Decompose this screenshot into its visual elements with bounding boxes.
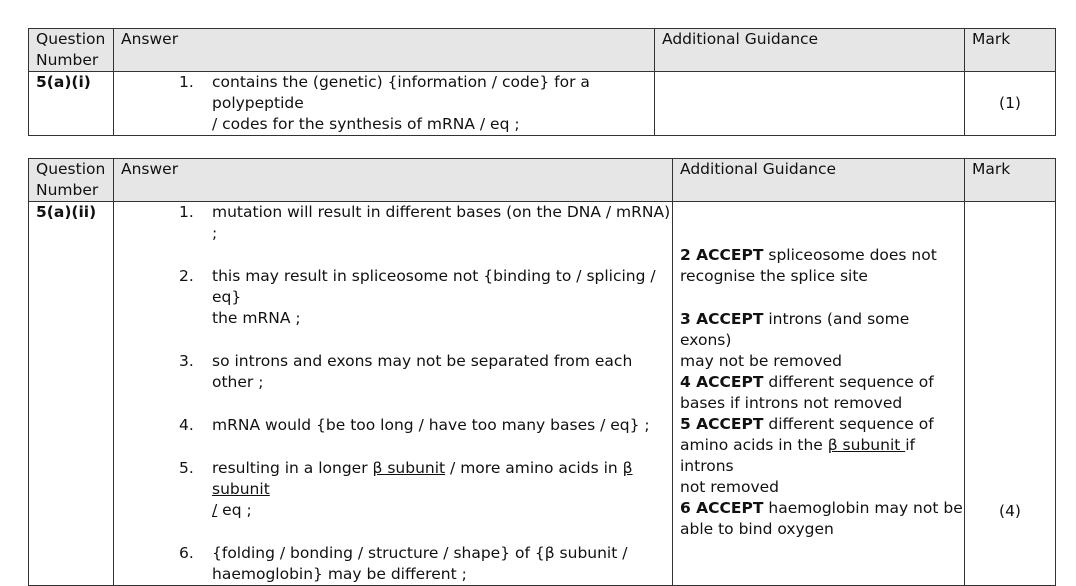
answer-text: eq ; [217, 501, 252, 519]
header-question-number [29, 29, 114, 72]
mark-scheme-table-5ai [28, 28, 1056, 136]
mark-scheme-table-5aii [28, 158, 1056, 586]
guidance-item [680, 498, 964, 540]
guidance-text: may not be removed [680, 352, 843, 370]
answer-underlined-term: / [212, 501, 218, 519]
answer-text: so introns and exons may not be separated from each other ; [212, 352, 633, 391]
guidance-text: haemoglobin may not be [763, 499, 963, 517]
answer-text: resulting in a longer [212, 459, 373, 477]
guidance-accept-key: 5 ACCEPT [680, 415, 764, 433]
mark-cell [965, 72, 1056, 136]
table-row [29, 72, 1056, 136]
header-additional-guidance: Additional Guidance [673, 159, 965, 202]
mark-container [965, 202, 1055, 585]
mark-value: (4) [999, 502, 1021, 520]
guidance-item [680, 309, 964, 372]
answer-text: this may result in spliceosome not {binding to / splicing / eq} [212, 267, 656, 306]
guidance-cell [673, 202, 965, 586]
answer-number: 1. [179, 73, 194, 91]
answer-text: / codes for the synthesis of mRNA / eq ; [212, 115, 520, 133]
answer-list [121, 72, 654, 135]
answer-item [121, 543, 672, 585]
answer-number: 4. [179, 416, 194, 434]
guidance-text: different sequence of [763, 415, 934, 433]
answer-text: / more amino acids in [445, 459, 623, 477]
answer-text: mutation will result in different bases (on the DNA / mRNA) ; [212, 203, 671, 242]
answer-text: {folding / bonding / structure / shape} of {β subunit / [212, 544, 628, 562]
answer-text: the mRNA ; [212, 309, 301, 327]
header-mark: Mark [965, 159, 1056, 202]
answer-item [121, 202, 672, 244]
answer-number: 6. [179, 544, 194, 562]
question-number: 5(a)(i) [29, 72, 114, 136]
answer-underlined-term: β subunit [372, 459, 446, 477]
answer-number: 2. [179, 267, 194, 285]
guidance-text: recognise the splice site [680, 267, 868, 285]
guidance-item [680, 245, 964, 287]
guidance-cell [655, 72, 965, 136]
answer-item [121, 351, 672, 393]
answer-text: haemoglobin} may be different ; [212, 565, 467, 583]
guidance-text: introns (and some exons) [680, 310, 910, 349]
answer-list [121, 202, 672, 585]
guidance-accept-key: 6 ACCEPT [680, 499, 764, 517]
guidance-underlined-term: β subunit [827, 436, 906, 454]
answer-item [121, 415, 672, 436]
answer-text: contains the (genetic) {information / code} for a polypeptide [212, 73, 590, 112]
header-additional-guidance: Additional Guidance [655, 29, 965, 72]
answer-number: 3. [179, 352, 194, 370]
guidance-text: spliceosome does not [763, 246, 937, 264]
header-number-label: Number [36, 181, 99, 199]
guidance-text: bases if introns not removed [680, 394, 903, 412]
mark-value: (1) [999, 94, 1021, 112]
answer-cell [114, 72, 655, 136]
answer-text: mRNA would {be too long / have too many bases / eq} ; [212, 416, 650, 434]
guidance-text: different sequence of [763, 373, 934, 391]
answer-cell [114, 202, 673, 586]
answer-number: 1. [179, 203, 194, 221]
guidance-item [680, 372, 964, 414]
guidance-text: amino acids in the [680, 436, 828, 454]
guidance-spacer [680, 287, 964, 309]
question-number: 5(a)(ii) [29, 202, 114, 586]
mark-cell [965, 202, 1056, 586]
guidance-text: if introns [680, 436, 916, 475]
table-header-row [29, 159, 1056, 202]
guidance-accept-key: 3 ACCEPT [680, 310, 764, 328]
guidance-spacer [680, 202, 964, 245]
header-answer: Answer [114, 159, 673, 202]
answer-item [121, 458, 672, 521]
guidance-text: able to bind oxygen [680, 520, 834, 538]
header-question-label: Question [36, 160, 106, 178]
guidance-accept-key: 4 ACCEPT [680, 373, 764, 391]
answer-item [121, 266, 672, 329]
guidance-item [680, 414, 964, 498]
table-header-row [29, 29, 1056, 72]
answer-underlined-term: β subunit [212, 459, 633, 498]
guidance-text: not removed [680, 478, 780, 496]
header-mark: Mark [965, 29, 1056, 72]
answer-item [121, 72, 654, 135]
table-row [29, 202, 1056, 586]
header-answer: Answer [114, 29, 655, 72]
guidance-accept-key: 2 ACCEPT [680, 246, 764, 264]
answer-number: 5. [179, 459, 194, 477]
header-number-label: Number [36, 51, 99, 69]
header-question-number [29, 159, 114, 202]
header-question-label: Question [36, 30, 106, 48]
